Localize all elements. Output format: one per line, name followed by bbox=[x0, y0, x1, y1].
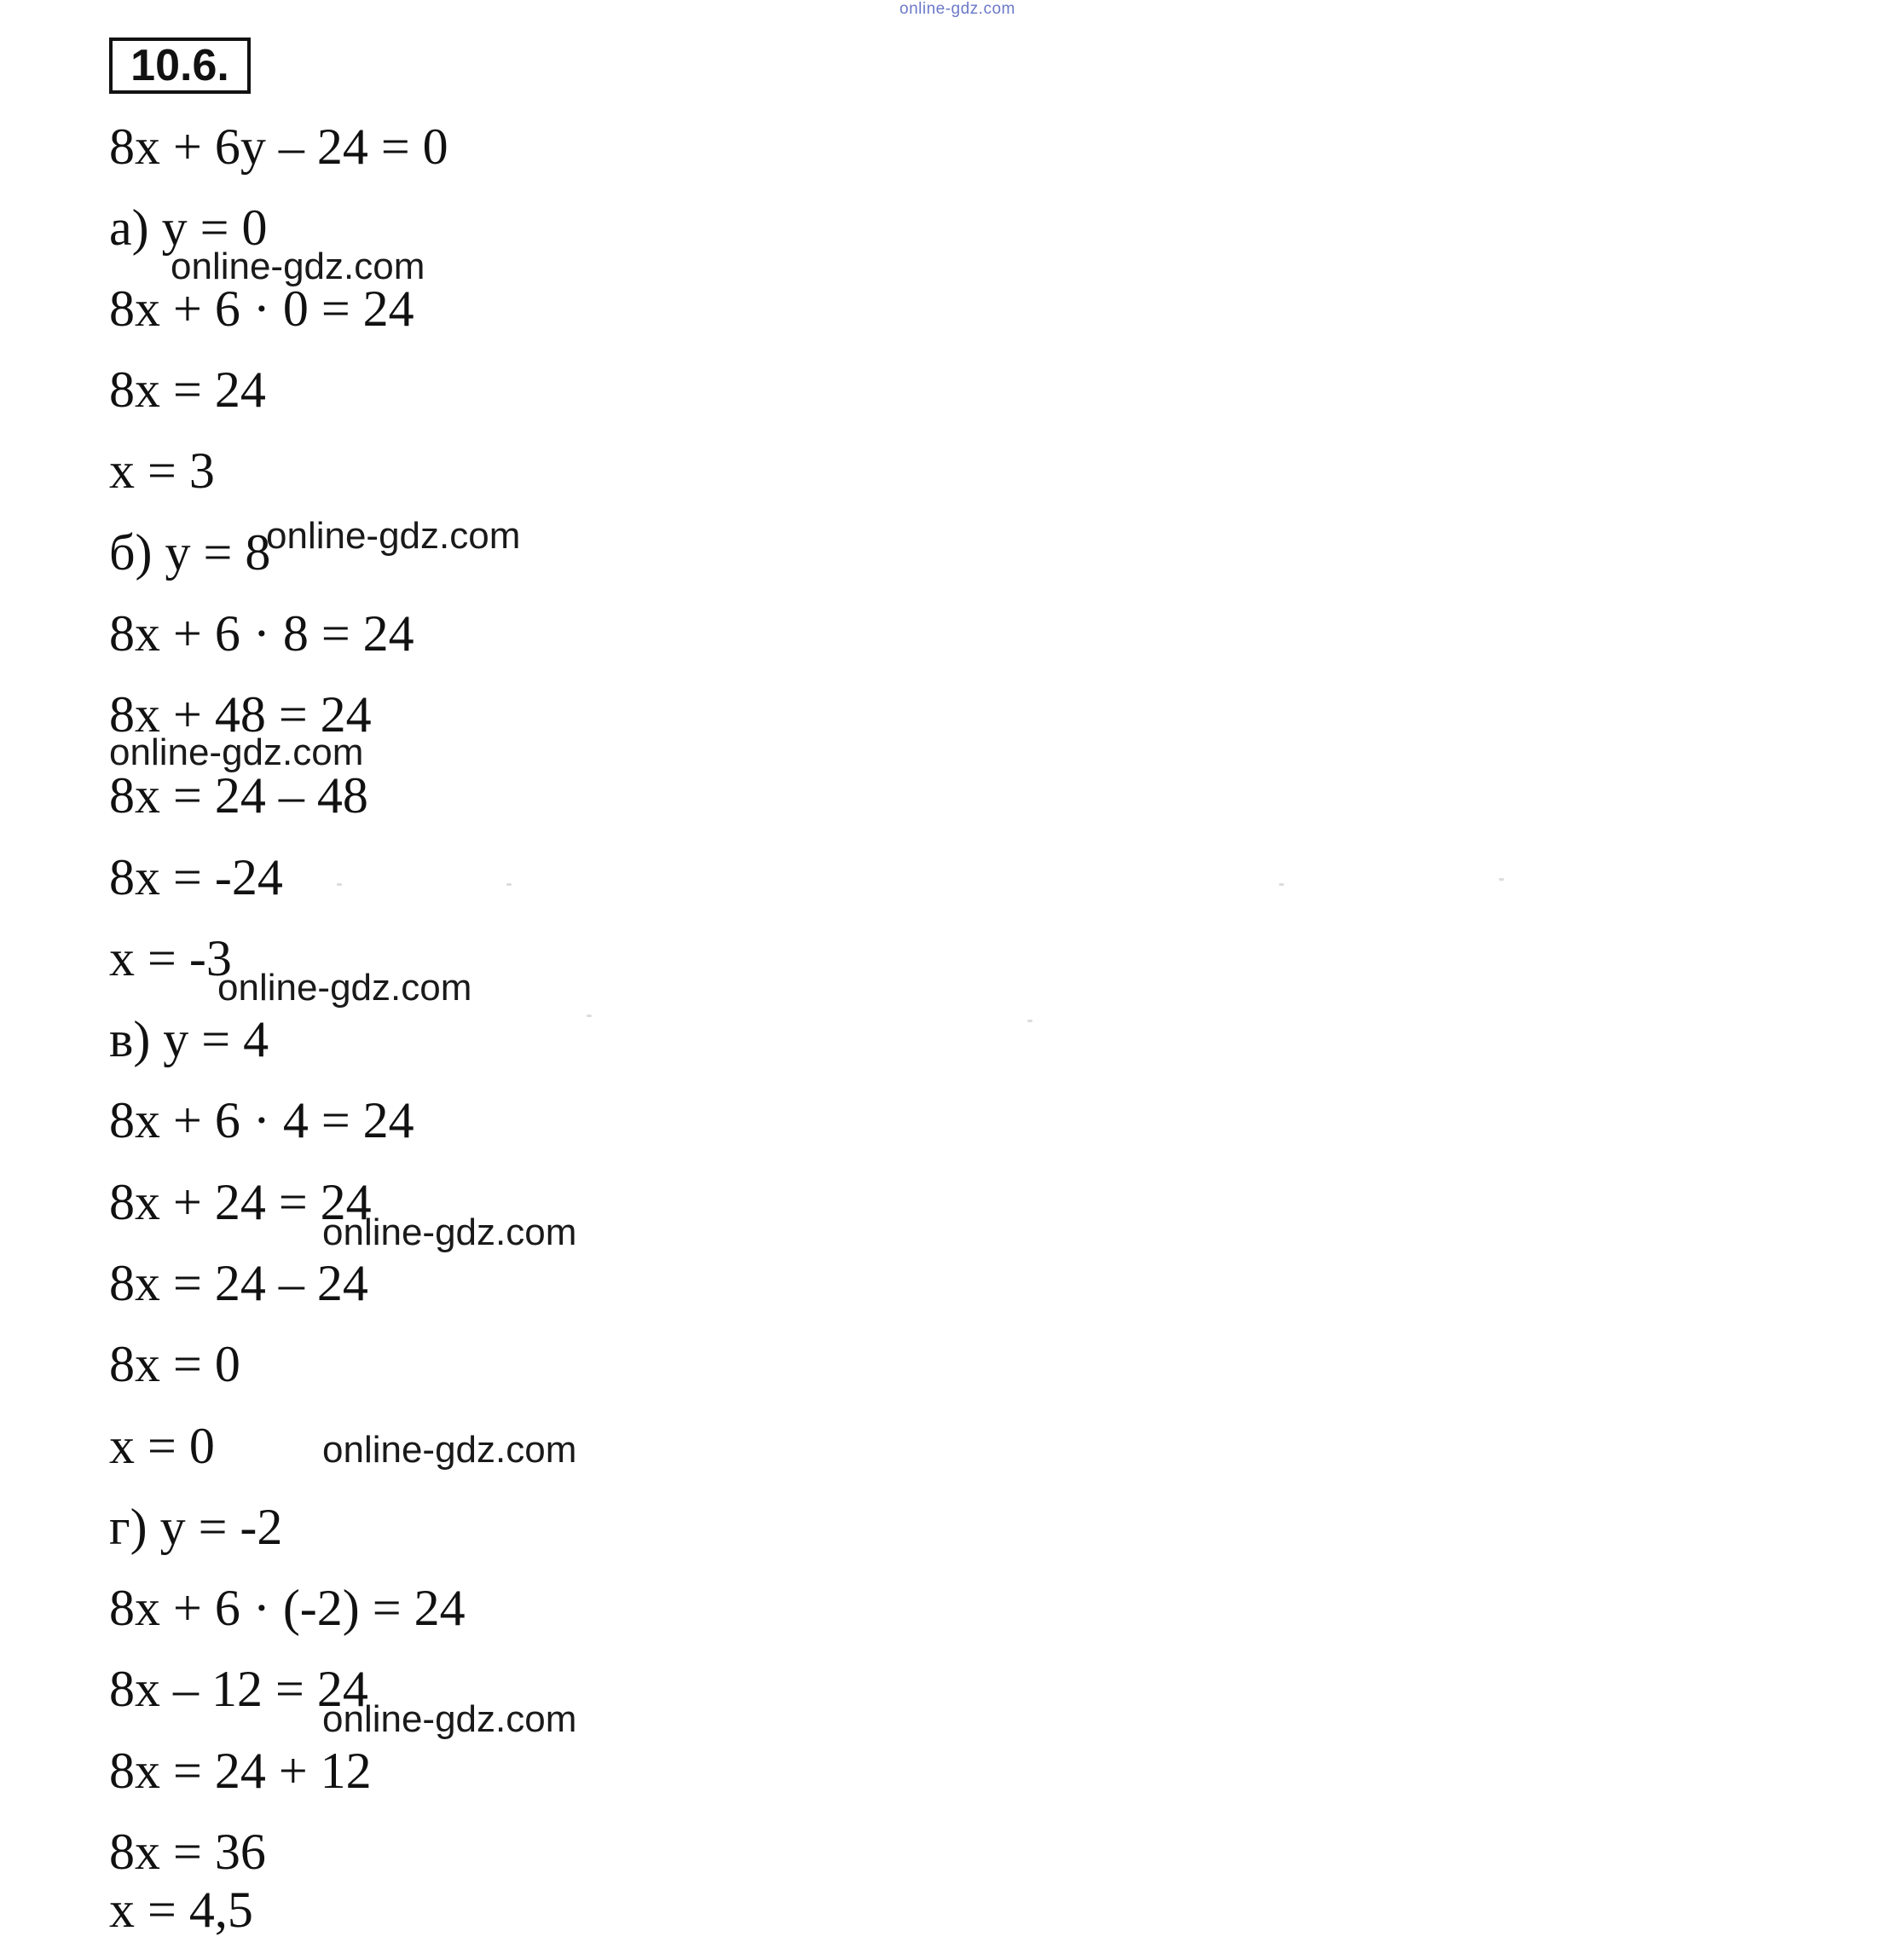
scan-speck bbox=[587, 1015, 592, 1017]
watermark: online-gdz.com bbox=[109, 731, 364, 773]
scan-speck bbox=[1499, 878, 1504, 881]
part-a-label: а) y = 0 bbox=[109, 199, 268, 256]
part-a-step: 8x + 6 · 0 = 24 bbox=[109, 280, 414, 337]
part-v-step: 8x + 24 = 24 bbox=[109, 1174, 372, 1230]
watermark: online-gdz.com bbox=[171, 246, 425, 287]
part-g-step: 8x = 24 + 12 bbox=[109, 1743, 372, 1799]
part-g-step: 8x = 36 bbox=[109, 1824, 266, 1880]
watermark: online-gdz.com bbox=[322, 1429, 577, 1471]
watermark: online-gdz.com bbox=[322, 1211, 577, 1253]
part-b-step: 8x = 24 – 48 bbox=[109, 767, 368, 824]
part-b-label: б) y = 8 bbox=[109, 524, 271, 581]
scan-speck bbox=[1027, 1020, 1032, 1022]
part-b-step: 8x + 48 = 24 bbox=[109, 686, 372, 743]
part-v-label: в) y = 4 bbox=[109, 1011, 269, 1067]
part-b-step: 8x + 6 · 8 = 24 bbox=[109, 605, 414, 662]
scan-speck bbox=[337, 883, 342, 886]
part-a-answer: x = 3 bbox=[109, 442, 215, 499]
part-g-label: г) y = -2 bbox=[109, 1499, 283, 1555]
part-v-step: 8x = 0 bbox=[109, 1336, 240, 1392]
watermark: online-gdz.com bbox=[266, 515, 521, 557]
part-g-step: 8x – 12 = 24 bbox=[109, 1661, 368, 1717]
watermark: online-gdz.com bbox=[217, 967, 472, 1009]
equation-line: 8x + 6y – 24 = 0 bbox=[109, 119, 448, 175]
part-a-step: 8x = 24 bbox=[109, 361, 266, 418]
part-b-answer: x = -3 bbox=[109, 930, 232, 986]
part-v-answer: x = 0 bbox=[109, 1418, 215, 1474]
part-g-step: 8x + 6 · (-2) = 24 bbox=[109, 1580, 466, 1636]
part-v-step: 8x = 24 – 24 bbox=[109, 1255, 368, 1311]
scan-speck bbox=[506, 883, 512, 886]
part-v-step: 8x + 6 · 4 = 24 bbox=[109, 1092, 414, 1148]
scan-speck bbox=[1279, 883, 1284, 886]
watermark: online-gdz.com bbox=[322, 1698, 577, 1740]
top-watermark: online-gdz.com bbox=[899, 0, 1015, 18]
part-b-step: 8x = -24 bbox=[109, 849, 283, 905]
problem-number-box: 10.6. bbox=[109, 38, 251, 94]
part-g-answer: x = 4,5 bbox=[109, 1882, 253, 1938]
